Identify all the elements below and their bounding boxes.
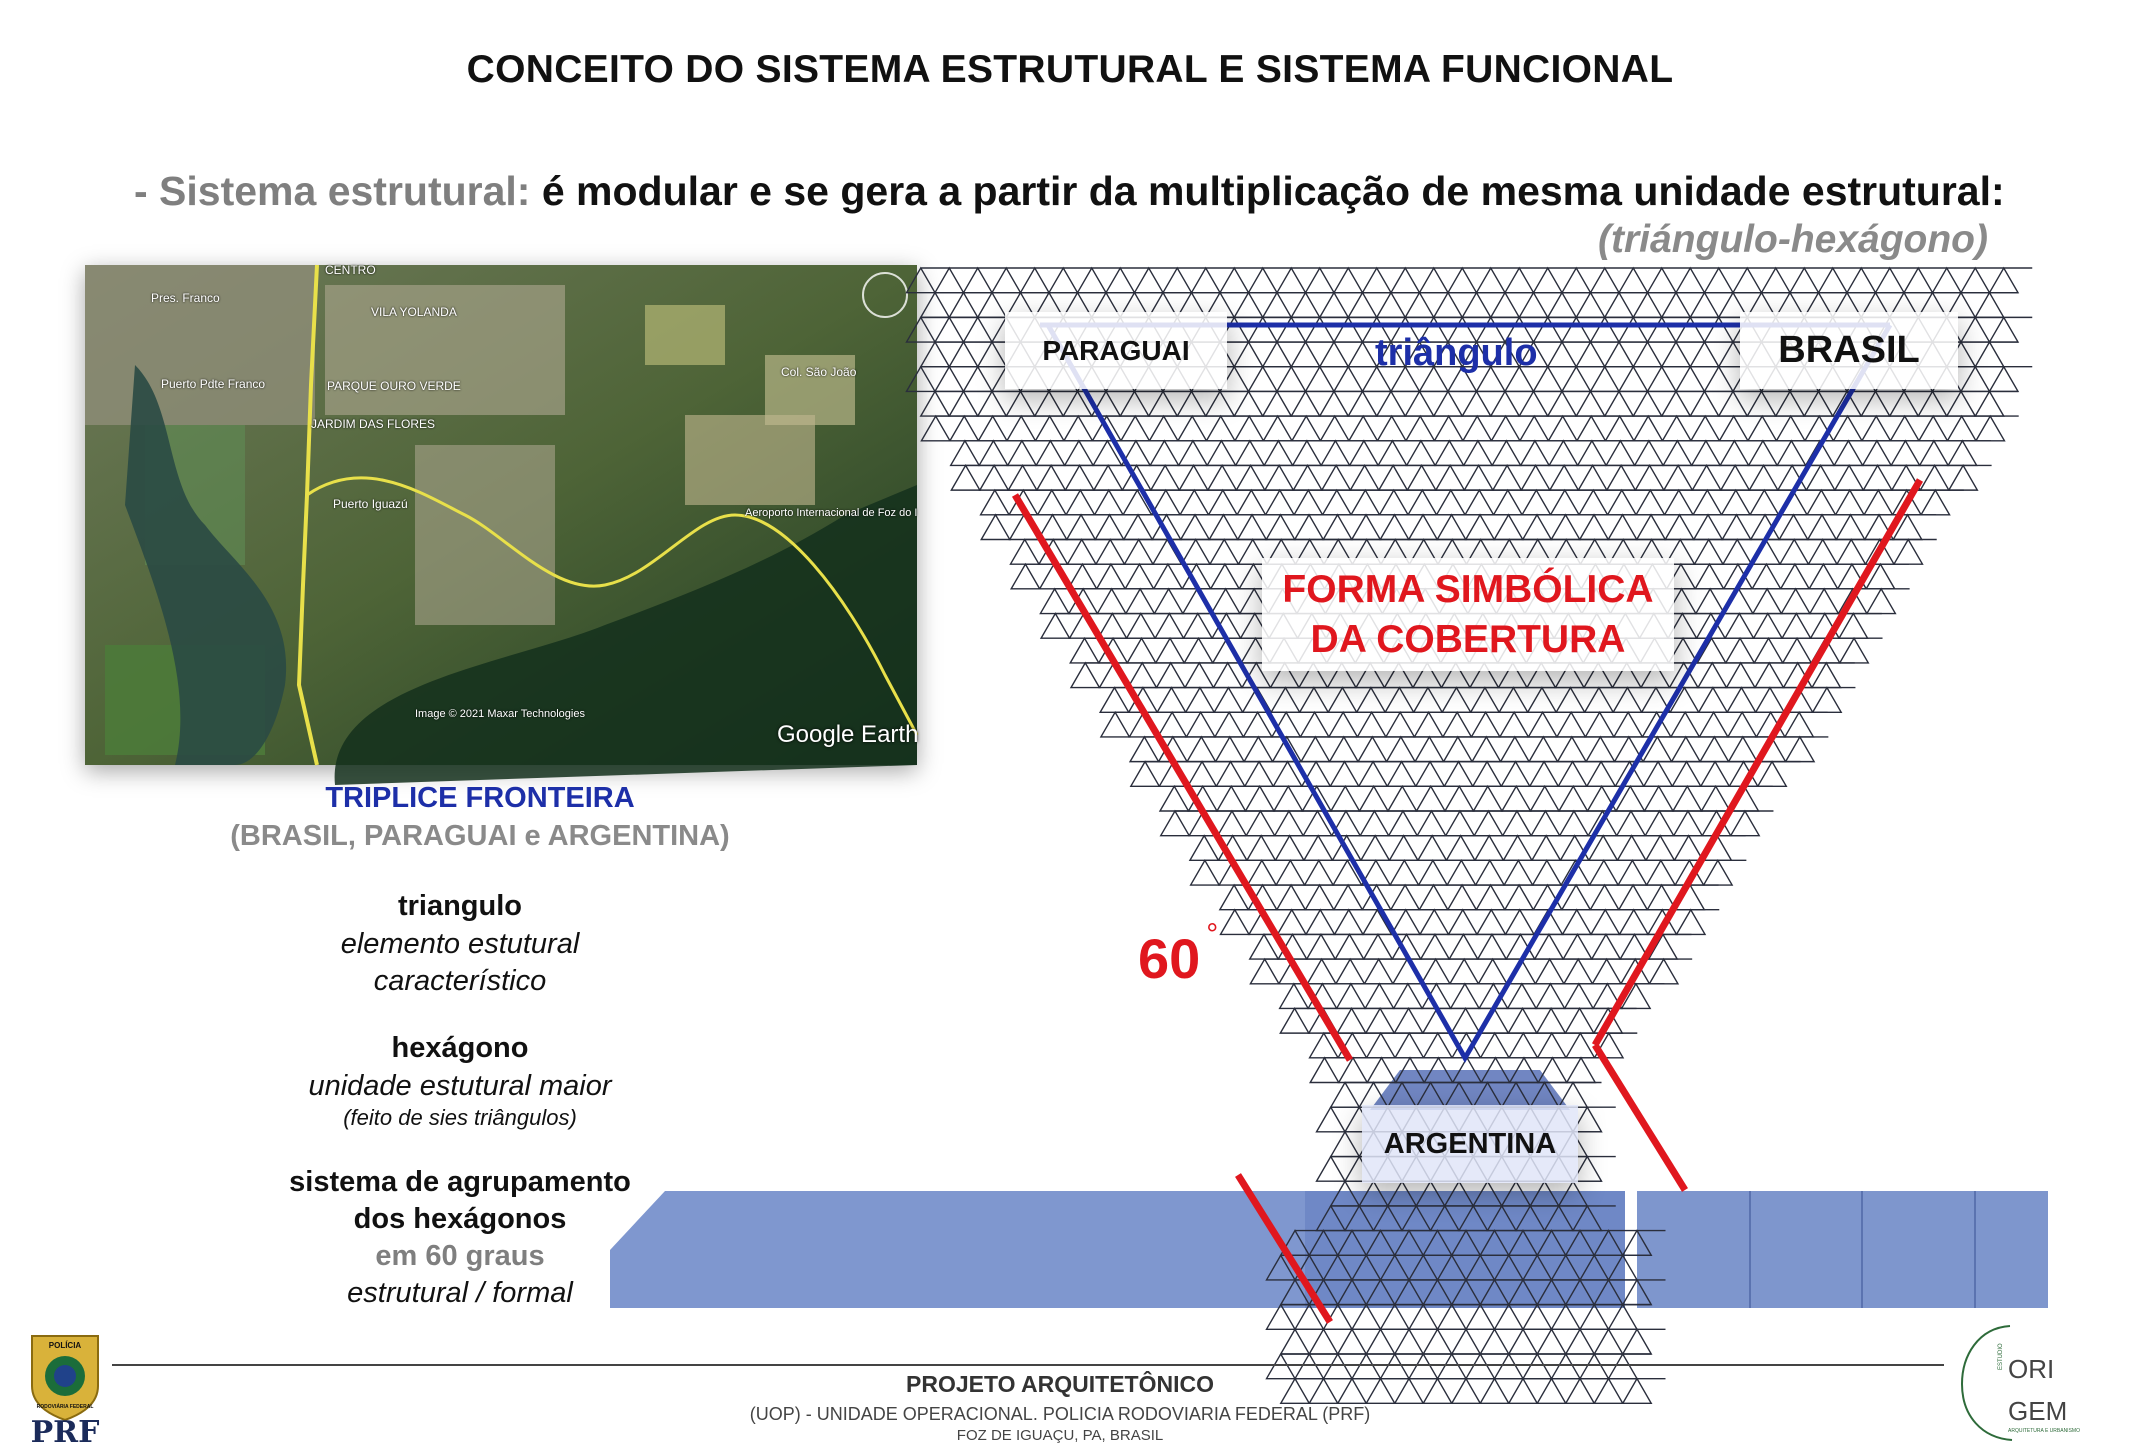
red-line-right-lower — [1595, 1045, 1685, 1190]
google-earth-watermark: Google Earth — [777, 721, 919, 748]
label-argentina: ARGENTINA — [1362, 1105, 1578, 1183]
grid-cell — [1840, 638, 1883, 663]
origem-ori: ORI — [2008, 1354, 2055, 1384]
grid-cell — [1976, 416, 2019, 441]
map-label: Aeroporto Internacional de Foz do I — [745, 507, 918, 519]
fronteira-title: TRIPLICE FRONTEIRA — [325, 782, 635, 814]
label-forma-simbolica — [1262, 558, 1674, 671]
grid-cell — [1990, 317, 2033, 342]
sistema-line-1: sistema de agrupamento — [289, 1166, 631, 1198]
grid-cell — [1623, 1329, 1666, 1354]
hexagono-note: (feito de sies triângulos) — [343, 1105, 577, 1130]
fronteira-subtitle: (BRASIL, PARAGUAI e ARGENTINA) — [230, 820, 730, 852]
grid-cell — [1812, 663, 1855, 688]
origem-sub: ARQUITETURA E URBANISMO — [2008, 1428, 2080, 1434]
grid-cell — [1649, 959, 1692, 984]
triangulo-title: triangulo — [397, 890, 523, 922]
sistema-line-2: dos hexágonos — [353, 1203, 567, 1235]
grid-cell — [1609, 1305, 1652, 1330]
grid-cell — [1921, 490, 1964, 515]
degree-symbol: ° — [1206, 918, 1219, 951]
grid-cell — [1990, 268, 2033, 293]
sistema-line-3: em 60 graus — [375, 1240, 545, 1272]
grid-cell — [1867, 589, 1910, 614]
forma-line-2: DA COBERTURA — [1310, 617, 1626, 661]
grid-cell — [1786, 737, 1829, 762]
blue-band — [610, 1070, 2048, 1308]
hexagono-title: hexágono — [391, 1032, 529, 1064]
map-label: CENTRO — [325, 263, 376, 277]
prf-text: PRF — [30, 1415, 100, 1448]
band-left — [610, 1191, 1305, 1308]
map-label: Pres. Franco — [151, 291, 220, 305]
prf-globe-icon — [54, 1365, 76, 1387]
grid-cell — [1839, 614, 1882, 639]
map-label: VILA YOLANDA — [371, 305, 457, 319]
angle-label — [1138, 918, 1218, 991]
grid-cell — [1573, 1107, 1616, 1132]
prf-badge-top: POLÍCIA — [48, 1341, 82, 1350]
label-paraguai: PARAGUAI — [1005, 312, 1227, 389]
grid-cell — [1559, 1082, 1602, 1107]
intro-label: Sistema estrutural: — [159, 168, 531, 214]
map-label: Col. São João — [781, 365, 857, 379]
origem-arc-icon — [1962, 1326, 2012, 1440]
grid-cell — [1677, 910, 1720, 935]
estudio-origem-logo — [1950, 1320, 2080, 1445]
label-brasil: BRASIL — [1740, 312, 1958, 389]
subtitle: (triángulo-hexágono) — [1598, 218, 1988, 261]
intro-dash: - — [134, 168, 160, 214]
angle-value: 60 — [1138, 927, 1201, 990]
intro-text: é modular e se gera a partir da multiplicação de mesma unidade estrutural: — [530, 168, 2005, 214]
grid-cell — [1975, 391, 2018, 416]
prf-badge-bottom: RODOVIÁRIA FEDERAL — [36, 1404, 94, 1410]
grid-cell — [1758, 762, 1801, 787]
origem-estudio: ESTUDIO — [1998, 1343, 2004, 1370]
origem-gem: GEM — [2008, 1396, 2068, 1426]
grid-cell — [1785, 712, 1828, 737]
grid-cell — [1573, 1157, 1616, 1182]
sistema-line-4: estrutural / formal — [347, 1277, 573, 1309]
grid-cell — [1948, 441, 1991, 466]
band-right — [1637, 1191, 2048, 1308]
grid-cell — [1975, 342, 2018, 367]
grid-cell — [1990, 367, 2033, 392]
grid-cell — [1731, 811, 1774, 836]
grid-cell — [1949, 465, 1992, 490]
triangulo-desc-2: característico — [373, 965, 547, 997]
band-middle — [1305, 1191, 1625, 1308]
prf-logo — [20, 1328, 110, 1446]
map-label: Image © 2021 Maxar Technologies — [415, 708, 585, 720]
map-label: Puerto Iguazú — [333, 497, 408, 511]
footer-location: FOZ DE IGUAÇU, PA, BRASIL — [956, 1427, 1164, 1444]
grid-cell — [1704, 860, 1747, 885]
footer-project: PROJETO ARQUITETÔNICO — [906, 1371, 1214, 1397]
footer-unit: (UOP) - UNIDADE OPERACIONAL. POLICIA RODOVIARIA FEDERAL (PRF) — [749, 1404, 1371, 1424]
hexagono-desc: unidade estutural maior — [308, 1070, 612, 1102]
map-label: JARDIM DAS FLORES — [311, 417, 436, 431]
triangulo-desc-1: elemento estutural — [340, 928, 580, 960]
forma-line-1: FORMA SIMBÓLICA — [1282, 567, 1654, 611]
grid-cell — [1894, 539, 1937, 564]
grid-cell — [1975, 293, 2018, 318]
map-label: Puerto Pdte Franco — [161, 377, 266, 391]
page-title: CONCEITO DO SISTEMA ESTRUTURAL E SISTEMA FUNCIONAL — [466, 48, 1674, 91]
footer-divider — [112, 1364, 1944, 1366]
map-label: PARQUE OURO VERDE — [327, 379, 461, 393]
label-triangulo: triângulo — [1375, 332, 1538, 374]
grid-cell — [1813, 688, 1856, 713]
